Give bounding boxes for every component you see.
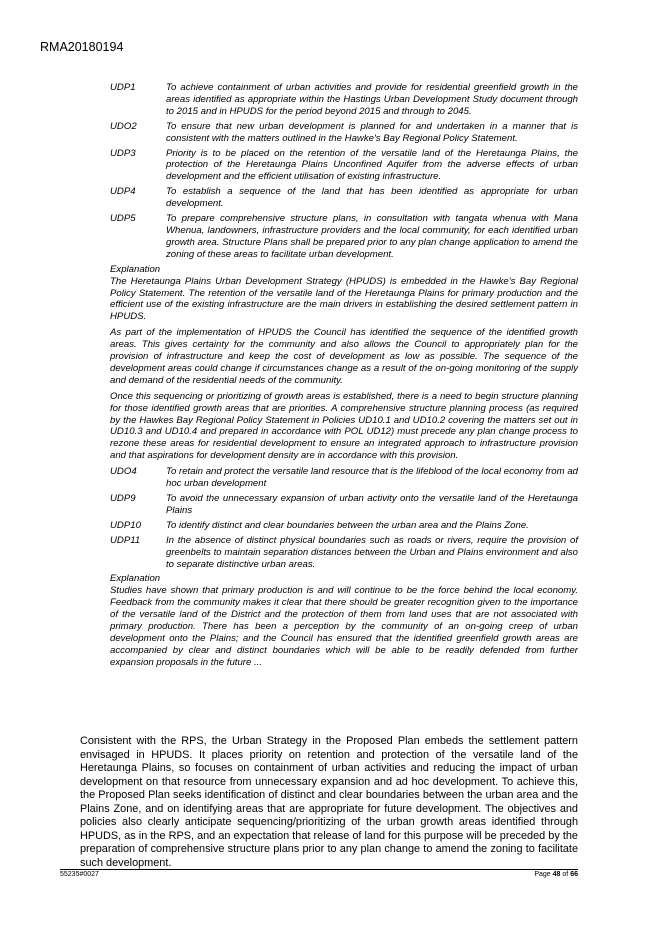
body-paragraph: Consistent with the RPS, the Urban Strategy in the Proposed Plan embeds the settlement pattern envisaged in HPUDS. It places priority on retention and protection of the versatile land of the Heretaunga Plains, so focuses on containment of urban activities and reducing the impact of urban development on that resource from unnecessary expansion and ad hoc development. To achieve this, the Proposed Plan seeks identification of distinct and clear boundaries between the urban area and the Plains Zone, and on identifying areas that are appropriate for future development. The objectives and policies also clearly anticipate sequencing/prioritizing of the urban growth areas identified through HPUDS, as in the RPS, and an expectation that release of land for this purpose will be preceded by the preparation of comprehensive structure plans prior to any plan change to amend the zoning to facilitate such development. bbox=[80, 735, 578, 869]
policy-text: To establish a sequence of the land that has been identified as appropriate for urban development. bbox=[166, 186, 578, 210]
policy-item bbox=[110, 466, 578, 490]
explanation-paragraph: As part of the implementation of HPUDS the Council has identified the sequence of the identified growth areas. This gives certainty for the community and also allows the Council to appropriately plan for the provision of infrastructure and keep the cost of development as low as possible. The sequence of the development areas could change if circumstances change as a result of the on-going monitoring of the supply and demand of the residential needs of the community. bbox=[110, 327, 578, 386]
policy-code: UDP9 bbox=[110, 493, 136, 504]
policy-item bbox=[110, 520, 578, 532]
policy-code: UDP1 bbox=[110, 82, 136, 93]
explanation-paragraph: Once this sequencing or prioritizing of growth areas is established, there is a need to begin structure planning for those identified growth areas that are priorities. A comprehensive structure planning process (as required by the Hawkes Bay Regional Policy Statement in Policies UD10.1 and UD10.2 covering the matters set out in UD10.3 and UD10.4 and prepared in accordance with POL UD12) must precede any plan change process to rezone these areas for residential development to ensure an integrated approach to infrastructure provision and that aspirations for development density are in accordance with this provision. bbox=[110, 390, 578, 462]
footer-document-ref: 55235#0027 bbox=[60, 871, 99, 878]
policy-text: Priority is to be placed on the retention of the versatile land of the Heretaunga Plains, the protection of the Heretaunga Plains Unconfined Aquifer from the adverse effects of urban development and the efficient utilisation of existing infrastructure. bbox=[166, 147, 578, 183]
policy-code: UDO4 bbox=[110, 466, 137, 478]
policy-text: To achieve containment of urban activities and provide for residential greenfield growth in the areas identified as appropriate within the Hastings Urban Development Study document through to 2015 and in HPUDS for the period beyond 2015 and through to 2045. bbox=[166, 82, 578, 117]
policy-item bbox=[110, 213, 578, 261]
policy-item bbox=[110, 493, 578, 517]
doc-id: RMA20180194 bbox=[40, 40, 124, 54]
policy-code: UDP4 bbox=[110, 186, 136, 198]
footer-divider bbox=[60, 869, 578, 870]
policy-item bbox=[110, 82, 578, 118]
total-pages: 66 bbox=[570, 871, 578, 878]
policy-text: In the absence of distinct physical boundaries such as roads or rivers, require the provision of greenbelts to maintain separation distances between the Urban and Plains environment and also to separate distinctive urban areas. bbox=[166, 534, 578, 570]
policy-code: UDP11 bbox=[110, 534, 141, 546]
policy-item bbox=[110, 186, 578, 210]
policy-text: To identify distinct and clear boundaries between the urban area and the Plains Zone. bbox=[166, 519, 529, 531]
policy-list-b bbox=[110, 466, 578, 570]
policy-code: UDP10 bbox=[110, 519, 141, 531]
quoted-plan-provisions bbox=[110, 82, 578, 673]
policy-item bbox=[110, 535, 578, 571]
policy-text: To prepare comprehensive structure plans, in consultation with tangata whenua with Mana Whenua, landowners, infrastructure providers and the local community, for each identified urban growth area. Structure Plans shall be prepared prior to any plan change application to amend the zoning of these areas to facilitate urban development. bbox=[166, 213, 578, 260]
explanation-heading: Explanation bbox=[110, 263, 161, 275]
policy-item bbox=[110, 121, 578, 145]
explanation-paragraph: Studies have shown that primary production is and will continue to be the force behind the local economy. Feedback from the community makes it clear that there should be greater recognition given to the importance of the versatile land of the District and the protection of them from land uses that are not associated with primary production. There has been a perception by the community of an on-going creep of urban development onto the Plains; and the Council has ensured that the identified greenfield growth areas are accompanied by clear and distinct boundaries which will be able to be readily defended from further expansion proposals in the future ... bbox=[110, 585, 578, 668]
explanation-paragraph: The Heretaunga Plains Urban Development Strategy (HPUDS) is embedded in the Hawke's Bay Regional Policy Statement. The retention of the versatile land of the Heretaunga Plains for primary production and the efficient use of the existing infrastructure are the main drivers in establishing the desired settlement pattern in HPUDS. bbox=[110, 275, 578, 323]
policy-item bbox=[110, 148, 578, 184]
current-page: 48 bbox=[552, 871, 561, 878]
of-label: of bbox=[562, 871, 569, 878]
policy-list-a bbox=[110, 82, 578, 261]
policy-text: To ensure that new urban development is planned for and undertaken in a manner that is consistent with the matters outlined in the Hawke's Bay Regional Policy Statement. bbox=[166, 120, 578, 144]
explanation-heading: Explanation bbox=[110, 573, 161, 585]
policy-code: UDP5 bbox=[110, 213, 136, 225]
page-number bbox=[534, 871, 578, 878]
policy-text: To avoid the unnecessary expansion of urban activity onto the versatile land of the Heretaunga Plains bbox=[166, 493, 578, 516]
page-label: Page bbox=[534, 871, 551, 878]
policy-code: UDP3 bbox=[110, 147, 136, 159]
policy-text: To retain and protect the versatile land resource that is the lifeblood of the local economy from ad hoc urban development bbox=[166, 466, 578, 490]
policy-code: UDO2 bbox=[110, 120, 137, 132]
